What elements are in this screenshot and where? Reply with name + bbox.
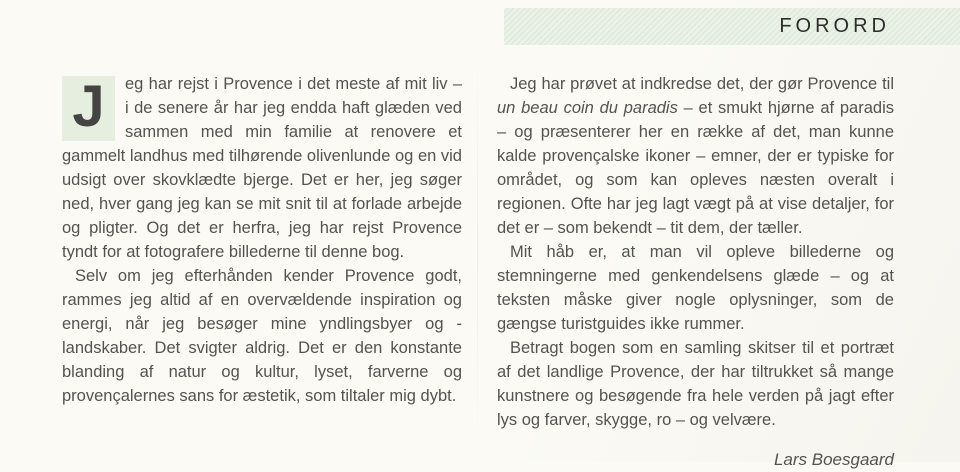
- drop-cap: J: [62, 76, 115, 141]
- paragraph: Selv om jeg efterhånden kender Provence godt, rammes jeg altid af en overvældende inspiration og energi, når jeg besøger mine yndlingsbyer og -landskaber. Det svigter aldrig. Det er den konstante blanding af natur og kultur, lyset, farverne og provençalernes sans for æstetik, som tiltaler mig dybt.: [62, 267, 462, 405]
- left-column: [62, 72, 462, 408]
- right-column: [497, 72, 894, 472]
- scan-crease-divider: [477, 50, 478, 450]
- paragraph-text: eg har rejst i Provence i det meste af mit liv – i de senere år har jeg endda haft glæden ved sammen med min familie at renovere et gammelt landhus med tilhørende olivenlunde og en vid udsigt over skovklædte bjerge. Det er her, jeg søger ned, hver gang jeg kan se mit snit til at forlade arbejde og pligter. Og det er herfra, jeg har rejst Provence tyndt for at fotografere billederne til denne bog.: [62, 75, 462, 261]
- paragraph-text: Jeg har prøvet at indkredse det, der gør Provence til: [510, 75, 894, 93]
- paragraph-text: – et smukt hjørne af paradis – og præsenterer her en række af det, man kunne kalde provençalske ikoner – emner, der er typiske for området, og som kan opleves næsten overalt i regionen. Ofte har jeg lagt vægt på at vise detaljer, for det er – som bekendt – tit dem, der tæller.: [497, 99, 894, 237]
- page-title: FORORD: [779, 15, 890, 37]
- paragraph: Mit håb er, at man vil opleve billederne og stemningerne med genkendelsens glæde – og at teksten måske giver nogle oplysninger, som de gængse turistguides ikke rummer.: [497, 243, 894, 333]
- paragraph: [497, 72, 894, 240]
- header-bar: [504, 8, 960, 45]
- paragraph: Betragt bogen som en samling skitser til et portræt af det landlige Provence, der har tiltrukket så mange kunstnere og besøgende fra hele verden på jagt efter lys og farver, skygge, ro – og velvære.: [497, 339, 894, 429]
- author-signature: Lars Boesgaard: [773, 450, 894, 469]
- french-phrase: un beau coin du paradis: [497, 99, 678, 117]
- paragraph: [62, 72, 462, 264]
